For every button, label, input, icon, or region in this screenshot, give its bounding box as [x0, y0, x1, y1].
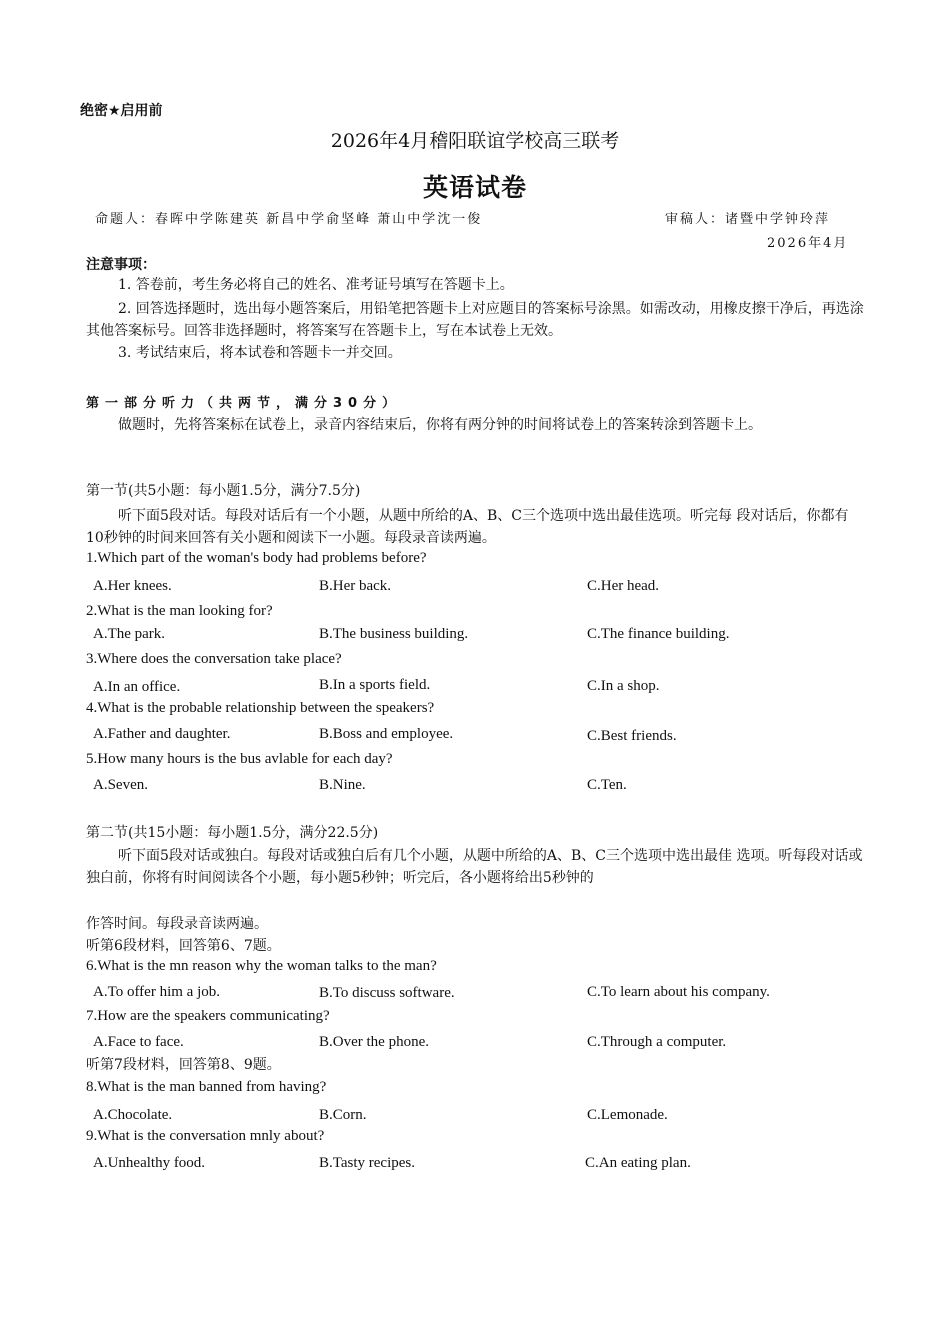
question-1: 1.Which part of the woman's body had problems before? [86, 550, 427, 566]
material-7-heading: 听第7段材料，回答第8、9题。 [86, 1057, 281, 1073]
q9-option-a: A.Unhealthy food. [93, 1155, 206, 1171]
q3-option-c: C.In a shop. [587, 678, 660, 694]
section2-heading: 第二节(共15小题：每小题1.5分，满分22.5分) [86, 825, 379, 841]
notice-item-2: 2. 回答选择题时，选出每小题答案后，用铅笔把答题卡上对应题目的答案标号涂黑。如需改动，用橡皮擦干净后，再选涂其他答案标号。回答非选择题时，将答案写在答题卡上，写在本试卷上无效。 [86, 301, 864, 339]
q5-option-a: A.Seven. [93, 777, 148, 793]
q8-option-a: A.Chocolate. [93, 1107, 173, 1123]
q4-option-c: C.Best friends. [587, 728, 677, 744]
section2-instructions: 听下面5段对话或独白。每段对话或独白后有几个小题，从题中所给的A、B、C三个选项中选出最佳 选项。听每段对话或独白前，你将有时间阅读各个小题，每小题5秒钟；听完后，各小题将给出5秒钟的 [86, 848, 863, 886]
q2-option-b: B.The business building. [319, 626, 469, 642]
reviewer-line: 审稿人：诸暨中学钟玲萍 [665, 212, 831, 227]
section1-instructions: 听下面5段对话。每段对话后有一个小题，从题中所给的A、B、C三个选项中选出最佳选项。听完每 段对话后，你都有10秒钟的时间来回答有关小题和阅读下一小题。每段录音读两遍。 [86, 508, 849, 546]
q1-option-c: C.Her head. [587, 578, 660, 594]
q5-option-c: C.Ten. [587, 777, 627, 793]
q7-option-b: B.Over the phone. [319, 1034, 429, 1050]
section1-heading: 第一节(共5小题：每小题1.5分，满分7.5分) [86, 483, 361, 499]
q4-option-a: A.Father and daughter. [93, 726, 231, 742]
q2-option-a: A.The park. [93, 626, 166, 642]
q8-option-b: B.Corn. [319, 1107, 367, 1123]
q7-option-a: A.Face to face. [93, 1034, 184, 1050]
q9-option-c: C.An eating plan. [585, 1155, 691, 1171]
question-4: 4.What is the probable relationship between the speakers? [86, 700, 435, 716]
confidential-label: 绝密★启用前 [80, 103, 163, 119]
q9-option-b: B.Tasty recipes. [319, 1155, 416, 1171]
q4-option-b: B.Boss and employee. [319, 726, 454, 742]
q3-option-b: B.In a sports field. [319, 677, 431, 693]
q7-option-c: C.Through a computer. [587, 1034, 727, 1050]
section2-instructions-end: 作答时间。每段录音读两遍。 [86, 916, 268, 932]
question-7: 7.How are the speakers communicating? [86, 1008, 330, 1024]
q3-option-a: A.In an office. [93, 679, 181, 695]
exam-date: 2026年4月 [767, 236, 849, 251]
q1-option-b: B.Her back. [319, 578, 392, 594]
q1-option-a: A.Her knees. [93, 578, 172, 594]
q6-option-b: B.To discuss software. [319, 985, 455, 1001]
part1-intro: 做题时，先将答案标在试卷上，录音内容结束后，你将有两分钟的时间将试卷上的答案转涂到答题卡上。 [118, 417, 762, 433]
q6-option-c: C.To learn about his company. [587, 984, 770, 1000]
question-6: 6.What is the mn reason why the woman talks to the man? [86, 958, 437, 974]
subject-title: 英语试卷 [422, 173, 527, 202]
material-6-heading: 听第6段材料，回答第6、7题。 [86, 938, 281, 954]
question-2: 2.What is the man looking for? [86, 603, 273, 619]
q5-option-b: B.Nine. [319, 777, 366, 793]
part1-title: 第一部分听力（共两节，满分30分） [86, 396, 402, 411]
q2-option-c: C.The finance building. [587, 626, 730, 642]
notice-heading: 注意事项： [86, 257, 156, 273]
q8-option-c: C.Lemonade. [587, 1107, 668, 1123]
question-8: 8.What is the man banned from having? [86, 1079, 327, 1095]
notice-item-1: 1. 答卷前，考生务必将自己的姓名、准考证号填写在答题卡上。 [118, 277, 514, 293]
question-5: 5.How many hours is the bus avlable for each day? [86, 751, 393, 767]
question-3: 3.Where does the conversation take place? [86, 651, 342, 667]
exam-title: 2026年4月稽阳联谊学校高三联考 [330, 130, 620, 152]
authors-line: 命题人：春晖中学陈建英 新昌中学俞坚峰 萧山中学沈一俊 [95, 212, 483, 227]
question-9: 9.What is the conversation mnly about? [86, 1128, 325, 1144]
notice-item-3: 3. 考试结束后，将本试卷和答题卡一并交回。 [118, 345, 402, 361]
q6-option-a: A.To offer him a job. [93, 984, 220, 1000]
